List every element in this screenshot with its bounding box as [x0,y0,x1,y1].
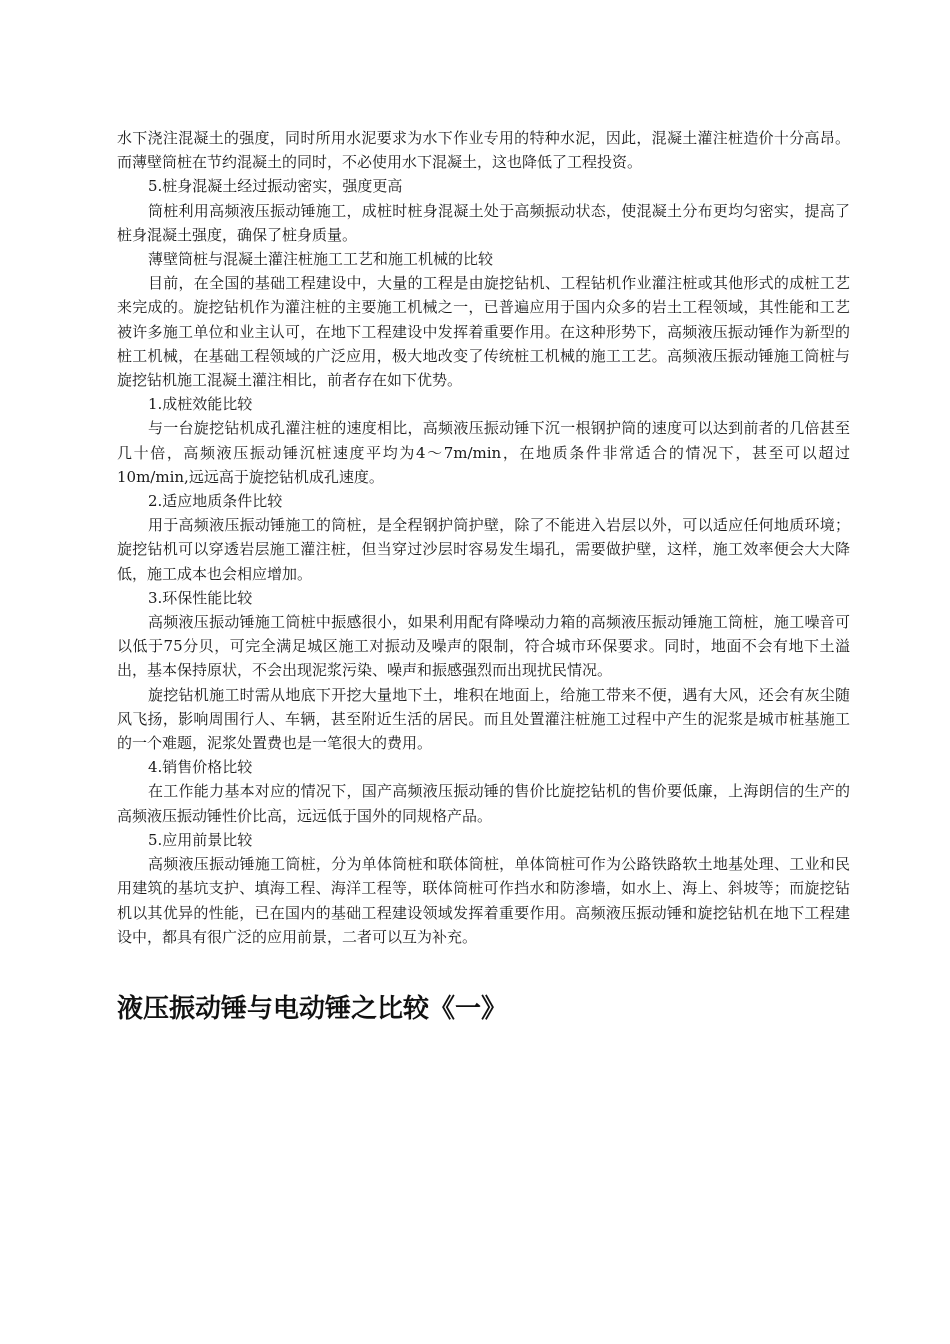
subheading-environment: 3.环保性能比较 [148,588,253,607]
paragraph-price: 在工作能力基本对应的情况下，国产高频液压振动锤的售价比旋挖钻机的售价要低廉，上海朗信的生产的高频液压振动锤性价比高，远远低于国外的同规格产品。 [117,782,850,825]
subheading-concrete-density: 5.桩身混凝土经过振动密实，强度更高 [148,177,403,196]
subheading-efficiency: 1.成桩效能比较 [148,395,253,414]
paragraph-current-status: 目前，在全国的基础工程建设中，大量的工程是由旋挖钻机、工程钻机作业灌注桩或其他形式的成桩工艺来完成的。旋挖钻机作为灌注桩的主要施工机械之一，已普遍应用于国内众多的岩土工程领域，其性能和工艺被许多施工单位和业主认可，在地下工程建设中发挥着重要作用。在这种形势下，高频液压振动锤作为新型的桩工机械，在基础工程领域的广泛应用，极大地改变了传统桩工机械的施工工艺。高频液压振动锤施工筒桩与旋挖钻机施工混凝土灌注相比，前者存在如下优势。 [117,274,850,390]
document-body [117,126,850,1027]
subheading-price: 4.销售价格比较 [148,758,253,777]
paragraph-vibration: 筒桩利用高频液压振动锤施工，成桩时桩身混凝土处于高频振动状态，使混凝土分布更均匀密实，提高了桩身混凝土强度，确保了桩身质量。 [117,201,850,244]
paragraph-continuation: 水下浇注混凝土的强度，同时所用水泥要求为水下作业专用的特种水泥，因此，混凝土灌注桩造价十分高昂。而薄壁筒桩在节约混凝土的同时，不必使用水下混凝土，这也降低了工程投资。 [117,129,850,172]
paragraph-prospects: 高频液压振动锤施工筒桩，分为单体筒桩和联体筒桩，单体筒桩可作为公路铁路软土地基处理、工业和民用建筑的基坑支护、填海工程、海洋工程等，联体筒桩可作挡水和防渗墙，如水上、海上、斜坡等；而旋挖钻机以其优异的性能，已在国内的基础工程建设领域发挥着重要作用。高频液压振动锤和旋挖钻机在地下工程建设中，都具有很广泛的应用前景，二者可以互为补充。 [117,855,850,946]
paragraph-environment: 高频液压振动锤施工筒桩中振感很小，如果利用配有降噪动力箱的高频液压振动锤施工筒桩，施工噪音可以低于75分贝，可完全满足城区施工对振动及噪声的限制，符合城市环保要求。同时，地面不会有地下土溢出，基本保持原状，不会出现泥浆污染、噪声和振感强烈而出现扰民情况。 [117,613,850,680]
paragraph-geology: 用于高频液压振动锤施工的筒桩，是全程钢护筒护壁，除了不能进入岩层以外，可以适应任何地质环境；旋挖钻机可以穿透岩层施工灌注桩，但当穿过沙层时容易发生塌孔，需要做护壁，这样，施工效率便会大大降低，施工成本也会相应增加。 [117,516,850,583]
paragraph-efficiency: 与一台旋挖钻机成孔灌注桩的速度相比，高频液压振动锤下沉一根钢护筒的速度可以达到前者的几倍甚至几十倍，高频液压振动锤沉桩速度平均为4～7m/min，在地质条件非常适合的情况下，甚至可以超过10m/min,远远高于旋挖钻机成孔速度。 [117,419,850,486]
subheading-geology: 2.适应地质条件比较 [148,492,283,511]
section-heading: 液压振动锤与电动锤之比较《一》 [117,993,508,1024]
paragraph-rotary-drill: 旋挖钻机施工时需从地底下开挖大量地下土，堆积在地面上，给施工带来不便，遇有大风，还会有灰尘随风飞扬，影响周围行人、车辆，甚至附近生活的居民。而且处置灌注桩施工过程中产生的泥浆是城市桩基施工的一个难题，泥浆处置费也是一笔很大的费用。 [117,685,850,753]
subheading-comparison: 薄壁筒桩与混凝土灌注桩施工工艺和施工机械的比较 [148,250,494,269]
subheading-prospects: 5.应用前景比较 [148,830,253,849]
